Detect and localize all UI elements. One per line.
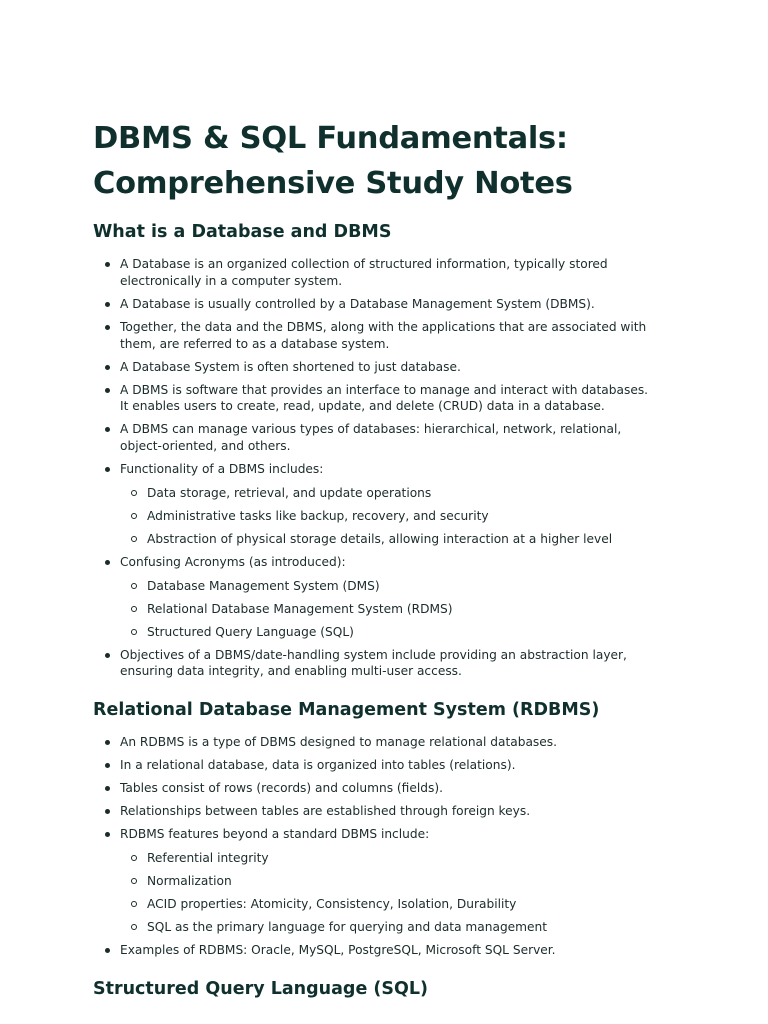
sub-list-item-text: Administrative tasks like backup, recovery, and security [147, 508, 489, 523]
bullet-icon [105, 427, 110, 432]
list-item [93, 734, 653, 751]
circle-bullet-icon [131, 606, 137, 612]
circle-bullet-icon [131, 536, 137, 542]
bullet-icon [105, 325, 110, 330]
sub-list-item [120, 508, 653, 525]
sub-list-item [120, 624, 653, 641]
list-item [93, 421, 653, 455]
sub-list-item [120, 578, 653, 595]
section-list-database-dbms [93, 256, 653, 680]
list-item-text: Together, the data and the DBMS, along with the applications that are associated with them, are referred to as a database system. [120, 319, 647, 351]
circle-bullet-icon [131, 490, 137, 496]
circle-bullet-icon [131, 855, 137, 861]
sub-list-item-text: Relational Database Management System (RDMS) [147, 601, 453, 616]
bullet-icon [105, 302, 110, 307]
list-item-text: A Database is usually controlled by a Database Management System (DBMS). [120, 296, 595, 311]
bullet-icon [105, 653, 110, 658]
circle-bullet-icon [131, 924, 137, 930]
page-title: DBMS & SQL Fundamentals: Comprehensive Study Notes [93, 121, 573, 201]
sub-list-item-text: Data storage, retrieval, and update operations [147, 485, 432, 500]
list-item-text: An RDBMS is a type of DBMS designed to manage relational databases. [120, 735, 558, 750]
circle-bullet-icon [131, 583, 137, 589]
list-item [93, 256, 653, 290]
bullet-icon [105, 832, 110, 837]
bullet-icon [105, 740, 110, 745]
bullet-icon [105, 365, 110, 370]
sub-list-item [120, 485, 653, 502]
bullet-icon [105, 388, 110, 393]
list-item-text: A DBMS is software that provides an interface to manage and interact with databases. It enables users to create, read, update, and delete (CRUD) data in a database. [120, 382, 649, 414]
sub-list-item-text: Normalization [147, 873, 232, 888]
bullet-icon [105, 262, 110, 267]
list-item [93, 803, 653, 820]
list-item [93, 826, 653, 936]
list-item [93, 780, 653, 797]
sub-list-item [120, 919, 653, 936]
sub-list-item-text: SQL as the primary language for querying and data management [147, 919, 548, 934]
list-item [93, 319, 653, 353]
list-item [93, 757, 653, 774]
sub-list [120, 485, 653, 548]
list-item [93, 296, 653, 313]
sub-list-item [120, 850, 653, 867]
list-item-text: A Database System is often shortened to just database. [120, 359, 461, 374]
list-item [93, 942, 653, 959]
sub-list-item [120, 896, 653, 913]
list-item [93, 554, 653, 641]
sub-list-item [120, 873, 653, 890]
circle-bullet-icon [131, 629, 137, 635]
list-item [93, 647, 653, 681]
list-item [93, 359, 653, 376]
sub-list-item-text: ACID properties: Atomicity, Consistency, Isolation, Durability [147, 896, 517, 911]
section-list-rdbms [93, 734, 653, 958]
sub-list-item-text: Database Management System (DMS) [147, 578, 380, 593]
list-item-text: Tables consist of rows (records) and columns (fields). [120, 781, 443, 796]
bullet-icon [105, 948, 110, 953]
bullet-icon [105, 809, 110, 814]
sub-list [120, 850, 653, 936]
list-item-text: Functionality of a DBMS includes: [120, 462, 324, 477]
sub-list-item [120, 601, 653, 618]
section-heading-rdbms: Relational Database Management System (RDBMS) [93, 700, 600, 721]
section-heading-database-dbms: What is a Database and DBMS [93, 222, 392, 242]
list-item-text: RDBMS features beyond a standard DBMS include: [120, 827, 430, 842]
list-item-text: Examples of RDBMS: Oracle, MySQL, PostgreSQL, Microsoft SQL Server. [120, 942, 556, 957]
bullet-icon [105, 560, 110, 565]
bullet-icon [105, 786, 110, 791]
section-heading-sql: Structured Query Language (SQL) [93, 978, 429, 999]
sub-list-item-text: Structured Query Language (SQL) [147, 624, 354, 639]
sub-list-item-text: Abstraction of physical storage details, allowing interaction at a higher level [147, 531, 613, 546]
bullet-icon [105, 763, 110, 768]
list-item-text: Objectives of a DBMS/date-handling system include providing an abstraction layer, ensuring data integrity, and enabling multi-user access. [120, 647, 627, 679]
sub-list-item-text: Referential integrity [147, 850, 269, 865]
bullet-icon [105, 467, 110, 472]
list-item-text: In a relational database, data is organized into tables (relations). [120, 758, 516, 773]
list-item [93, 382, 653, 416]
circle-bullet-icon [131, 513, 137, 519]
document-page [93, 116, 653, 1013]
list-item-text: A Database is an organized collection of structured information, typically stored electronically in a computer system. [120, 257, 608, 288]
list-item-text: Confusing Acronyms (as introduced): [120, 554, 346, 569]
list-item-text: Relationships between tables are established through foreign keys. [120, 804, 531, 819]
sub-list [120, 578, 653, 641]
circle-bullet-icon [131, 878, 137, 884]
sub-list-item [120, 531, 653, 548]
list-item-text: A DBMS can manage various types of databases: hierarchical, network, relational, object-oriented, and others. [120, 422, 622, 454]
circle-bullet-icon [131, 901, 137, 907]
list-item [93, 461, 653, 548]
